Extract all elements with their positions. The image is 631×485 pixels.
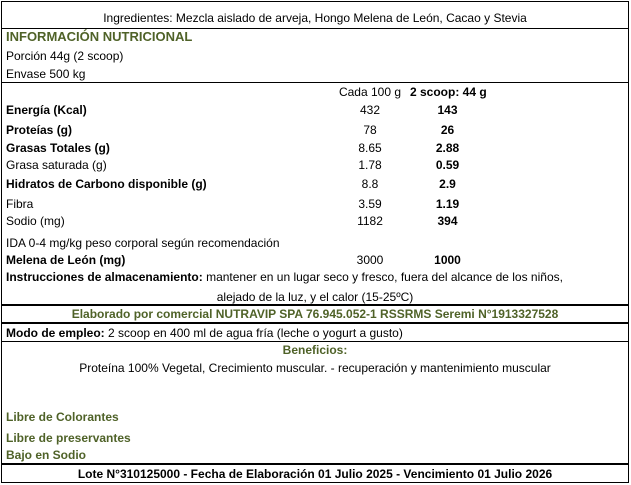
row-label-sodium: Sodio (mg) [6,214,65,228]
row-value-sodium-100g: 1182 [357,214,383,228]
package-text: Envase 500 kg [6,67,86,81]
row-label-carbohydrates: Hidratos de Carbono disponible (g) [6,177,207,191]
usage-label: Modo de empleo: [6,326,105,340]
claim-no-colorants: Libre de Colorantes [6,410,119,424]
row-label-total-fat: Grasas Totales (g) [6,141,110,155]
row-value-sodium-serving: 394 [437,214,458,228]
column-header-per100: Cada 100 g [338,85,402,99]
row-value-carbohydrates-100g: 8.8 [361,177,379,191]
row-label-melena: Melena de León (mg) [6,253,126,267]
row-value-saturated-fat-serving: 0.59 [435,158,460,172]
row-value-fiber-100g: 3.59 [358,197,382,211]
storage-text-continued: alejado de la luz, y el calor (15-25ºC) [216,290,414,304]
row-value-melena-100g: 3000 [356,253,384,267]
divider [2,463,628,465]
portion-text: Porción 44g (2 scoop) [6,49,124,63]
claim-low-sodium: Bajo en Sodio [6,448,87,462]
storage-instructions [6,270,563,284]
row-value-fiber-serving: 1.19 [435,197,460,211]
row-value-carbohydrates-serving: 2.9 [439,177,456,191]
row-value-energy-100g: 432 [359,103,381,117]
row-value-protein-100g: 78 [363,123,377,137]
row-value-total-fat-100g: 8.65 [358,141,382,155]
divider [2,82,628,83]
row-value-saturated-fat-100g: 1.78 [358,158,382,172]
usage-instructions [6,326,403,340]
lot-and-dates: Lote N°310125000 - Fecha de Elaboración 01 Julio 2025 - Vencimiento 01 Julio 2026 [77,467,553,481]
nutrition-title: INFORMACIÓN NUTRICIONAL [6,29,193,44]
row-value-protein-serving: 26 [440,123,455,137]
divider [2,304,628,306]
row-value-energy-serving: 143 [437,103,458,117]
nutrition-label [1,1,629,483]
claim-no-preservatives: Libre de preservantes [6,431,131,445]
storage-label: Instrucciones de almacenamiento: [6,270,203,284]
divider [2,322,628,324]
column-header-per-serving: 2 scoop: 44 g [410,85,487,99]
ida-note: IDA 0-4 mg/kg peso corporal según recomendación [6,236,280,250]
row-value-total-fat-serving: 2.88 [435,141,460,155]
row-label-fiber: Fibra [6,197,34,211]
row-label-protein: Proteías (g) [6,123,73,137]
benefits-title: Beneficios: [282,343,348,357]
ingredients-line: Ingredientes: Mezcla aislado de arveja, Hongo Melena de León, Cacao y Stevia [103,11,527,25]
row-label-saturated-fat: Grasa saturada (g) [6,158,107,172]
elaborated-by: Elaborado por comercial NUTRAVIP SPA 76.945.052-1 RSSRMS Seremi N°1913327528 [71,307,559,321]
row-label-energy: Energía (Kcal) [6,103,87,117]
storage-text: mantener en un lugar seco y fresco, fuera del alcance de los niños, [202,270,563,284]
row-value-melena-serving: 1000 [434,253,461,267]
divider [2,341,628,342]
usage-text: 2 scoop en 400 ml de agua fría (leche o yogurt a gusto) [104,326,403,340]
benefits-text: Proteína 100% Vegetal, Crecimiento muscular. - recuperación y mantenimiento muscular [79,361,551,375]
